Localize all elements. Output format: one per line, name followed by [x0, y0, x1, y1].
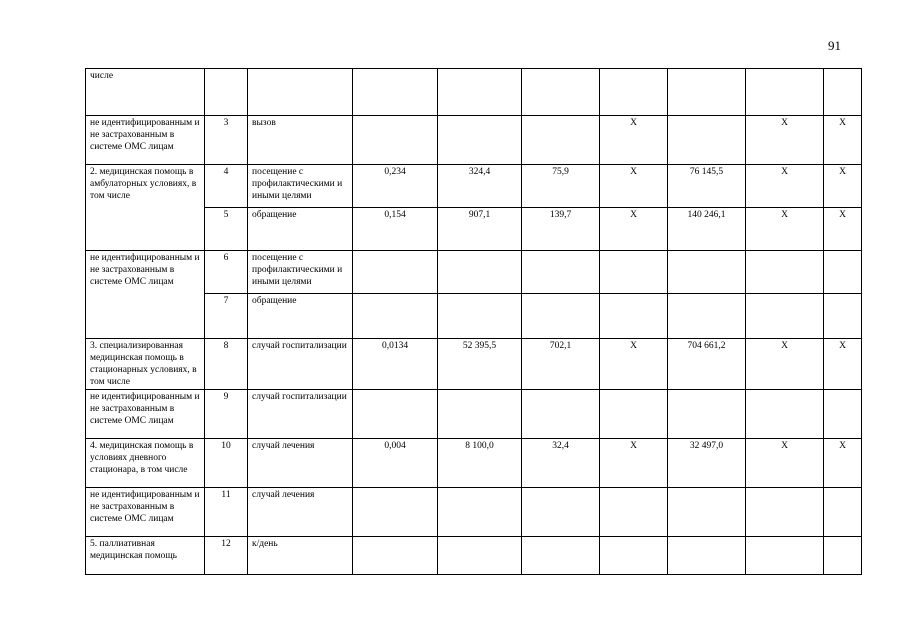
value-cell: 76 145,5 [668, 165, 746, 208]
row-number-cell: 4 [205, 165, 248, 208]
service-name-cell: не идентифицированным и не застрахованным в системе ОМС лицам [86, 390, 205, 439]
x-mark-cell: Х [600, 116, 668, 165]
value-cell: 139,7 [522, 208, 600, 251]
row-number-cell: 8 [205, 339, 248, 390]
row-number-cell: 5 [205, 208, 248, 251]
x-mark-cell: Х [600, 208, 668, 251]
row-number-cell: 12 [205, 537, 248, 575]
row-number-cell: 3 [205, 116, 248, 165]
value-cell: 0,154 [353, 208, 438, 251]
x-mark-cell: Х [600, 165, 668, 208]
value-cell: 0,0134 [353, 339, 438, 390]
service-name-cell: числе [86, 69, 205, 116]
row-number-cell: 7 [205, 294, 248, 339]
service-name-cell: 2. медицинская помощь в амбулаторных условиях, в том числе [86, 165, 205, 251]
value-cell: 52 395,5 [438, 339, 522, 390]
x-mark-cell: Х [746, 208, 824, 251]
x-mark-cell: Х [746, 439, 824, 488]
table-row [86, 165, 862, 208]
service-name-cell: 3. специализированная медицинская помощь в стационарных условиях, в том числе [86, 339, 205, 390]
unit-cell: вызов [248, 116, 353, 165]
page-number: 91 [828, 38, 841, 53]
value-cell: 324,4 [438, 165, 522, 208]
value-cell: 75,9 [522, 165, 600, 208]
x-mark-cell: Х [824, 439, 862, 488]
table-row [86, 116, 862, 165]
service-name-cell: не идентифицированным и не застрахованным в системе ОМС лицам [86, 488, 205, 537]
unit-cell: случай госпитализации [248, 339, 353, 390]
unit-cell: к/день [248, 537, 353, 575]
table-row [86, 439, 862, 488]
table-row [86, 537, 862, 575]
value-cell: 0,004 [353, 439, 438, 488]
unit-cell: случай госпитализации [248, 390, 353, 439]
table-row [86, 390, 862, 439]
x-mark-cell: Х [824, 339, 862, 390]
x-mark-cell: Х [746, 339, 824, 390]
service-name-cell: не идентифицированным и не застрахованным в системе ОМС лицам [86, 251, 205, 339]
unit-cell: посещение с профилактическими и иными целями [248, 165, 353, 208]
x-mark-cell: Х [824, 165, 862, 208]
service-name-cell: 4. медицинская помощь в условиях дневного стационара, в том числе [86, 439, 205, 488]
unit-cell: случай лечения [248, 488, 353, 537]
financing-table [85, 68, 862, 575]
table-row [86, 251, 862, 294]
row-number-cell: 9 [205, 390, 248, 439]
value-cell: 32,4 [522, 439, 600, 488]
x-mark-cell: Х [824, 116, 862, 165]
value-cell: 0,234 [353, 165, 438, 208]
service-name-cell: не идентифицированным и не застрахованным в системе ОМС лицам [86, 116, 205, 165]
value-cell: 140 246,1 [668, 208, 746, 251]
x-mark-cell: Х [746, 165, 824, 208]
x-mark-cell: Х [746, 116, 824, 165]
table-row [86, 488, 862, 537]
row-number-cell: 10 [205, 439, 248, 488]
unit-cell: случай лечения [248, 439, 353, 488]
value-cell: 907,1 [438, 208, 522, 251]
value-cell: 704 661,2 [668, 339, 746, 390]
row-number-cell: 11 [205, 488, 248, 537]
unit-cell: обращение [248, 208, 353, 251]
value-cell: 32 497,0 [668, 439, 746, 488]
unit-cell: посещение с профилактическими и иными целями [248, 251, 353, 294]
table-row [86, 69, 862, 116]
x-mark-cell: Х [824, 208, 862, 251]
x-mark-cell: Х [600, 439, 668, 488]
unit-cell: обращение [248, 294, 353, 339]
service-name-cell: 5. паллиативная медицинская помощь [86, 537, 205, 575]
value-cell: 702,1 [522, 339, 600, 390]
table-row [86, 339, 862, 390]
row-number-cell: 6 [205, 251, 248, 294]
x-mark-cell: Х [600, 339, 668, 390]
value-cell: 8 100,0 [438, 439, 522, 488]
